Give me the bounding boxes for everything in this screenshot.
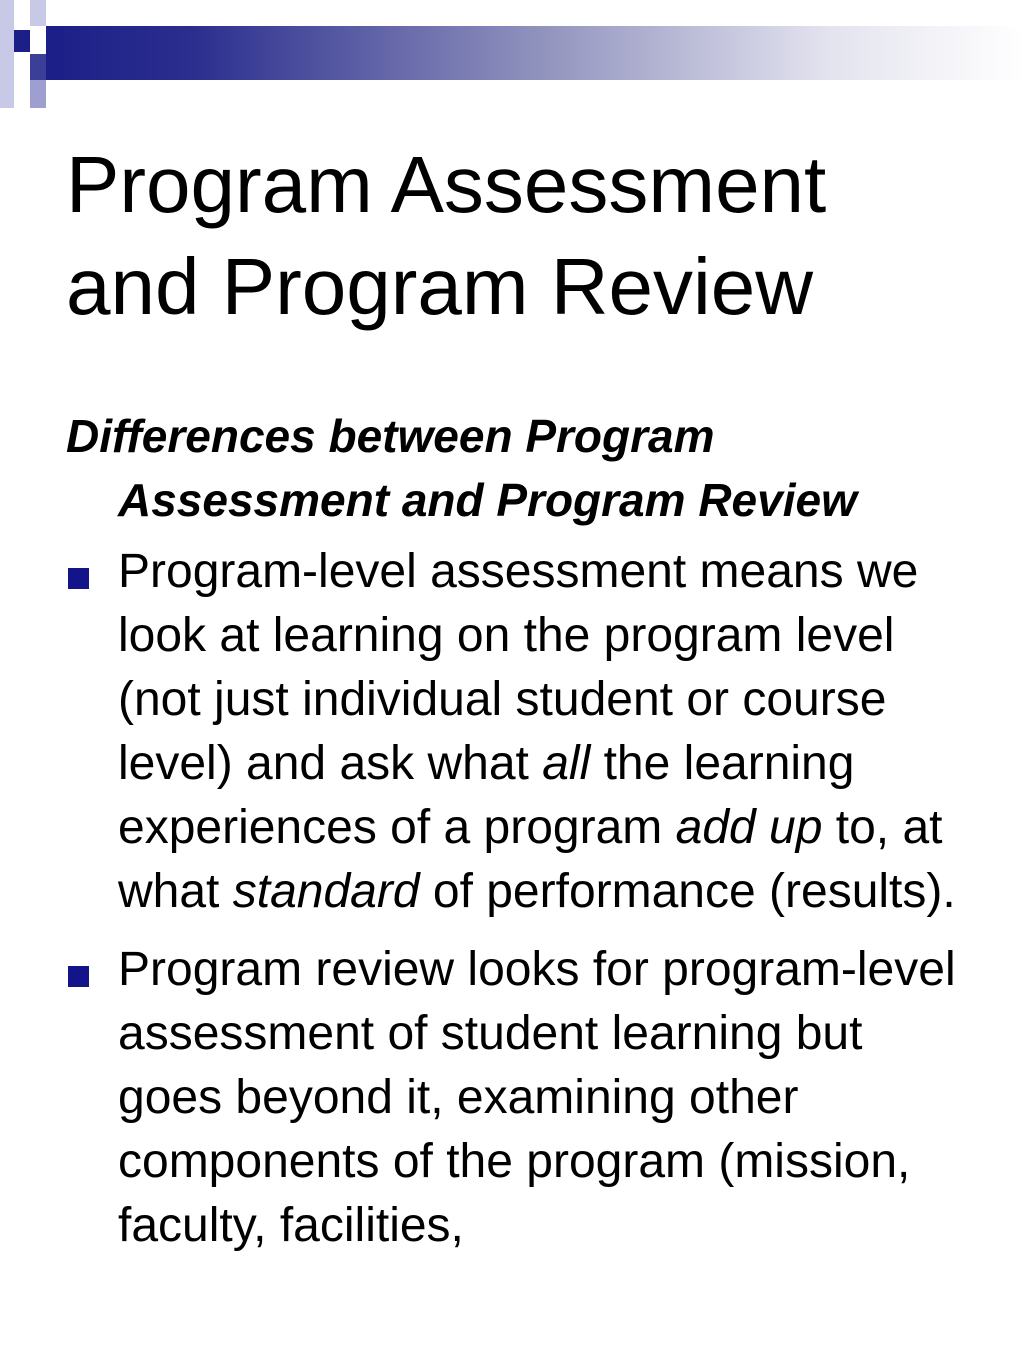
header-square	[30, 0, 46, 26]
header-square	[46, 26, 64, 80]
bullet1-emphasis-standard: standard	[232, 865, 420, 918]
slide-title-line1: Program Assessment	[66, 140, 827, 229]
header-square	[30, 26, 46, 54]
bullet-item-program-assessment	[66, 540, 966, 924]
bullet-list	[66, 540, 966, 1258]
slide-title	[66, 134, 966, 338]
bullet1-segment: Program-level assessment means we look at learning on the program level (not just individual student or course level) and ask what	[118, 545, 919, 790]
bullet1-text	[118, 545, 956, 918]
header-square	[30, 80, 46, 108]
bullet1-segment: the learning experiences of a program	[118, 737, 855, 854]
slide-subheading: Differences between Program Assessment and Program Review	[66, 410, 857, 526]
slide-body	[66, 404, 966, 1258]
header-gradient-bar	[46, 26, 1024, 80]
bullet2-text: Program review looks for program-level assessment of student learning but goes beyond it, examining other components of the program (mission, faculty, facilities,	[118, 943, 956, 1252]
square-bullet-icon	[68, 568, 89, 589]
bullet1-segment: of performance (results).	[419, 865, 956, 918]
bullet1-emphasis-add-up: add up	[675, 801, 823, 854]
header-square	[46, 0, 64, 26]
bullet1-emphasis-all: all	[542, 737, 591, 790]
bullet1-segment: to, at what	[118, 801, 943, 918]
bullet-item-program-review	[66, 938, 966, 1258]
slide-title-line2: and Program Review	[66, 242, 813, 331]
header-square	[30, 54, 46, 80]
header-square	[14, 30, 30, 52]
square-bullet-icon	[68, 966, 89, 987]
header-square	[0, 0, 14, 108]
